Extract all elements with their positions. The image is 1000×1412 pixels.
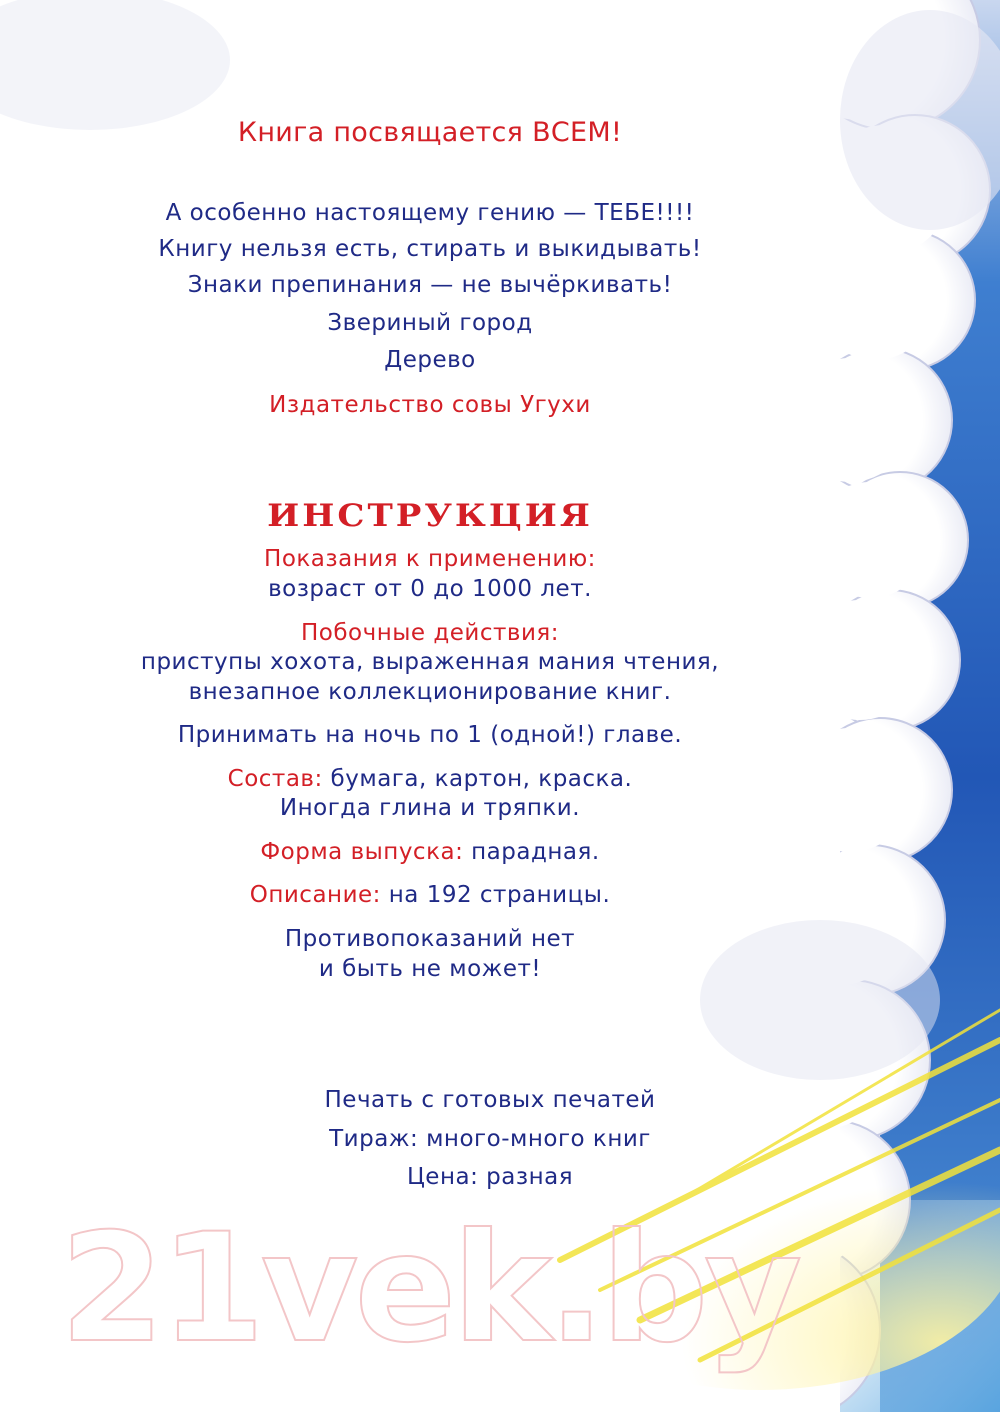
composition-value: бумага, картон, краска.	[322, 766, 633, 792]
dosage-text: Принимать на ночь по 1 (одной!) главе.	[177, 722, 683, 748]
description-value: на 192 страницы.	[380, 882, 611, 908]
contraindications-line: и быть не может!	[318, 956, 542, 982]
composition-line-2: Иногда глина и тряпки.	[279, 795, 581, 821]
indications-value: возраст от 0 до 1000 лет.	[268, 576, 592, 602]
publisher-name: Издательство совы Угухи	[269, 392, 591, 418]
side-effects-line: внезапное коллекционирование книг.	[188, 679, 672, 705]
form-value: парадная.	[463, 839, 600, 865]
dedication-line: Книгу нельзя есть, стирать и выкидывать!	[158, 236, 702, 262]
dedication-line: А особенно настоящему гению — ТЕБЕ!!!!	[165, 200, 695, 226]
imprint-circulation: Тираж: много-много книг	[329, 1126, 651, 1152]
form-label: Форма выпуска:	[260, 839, 464, 865]
contraindications-line: Противопоказаний нет	[284, 926, 576, 952]
composition-line	[0, 764, 860, 794]
imprint-price: Цена: разная	[406, 1164, 574, 1190]
indications-label: Показания к применению:	[264, 546, 596, 572]
composition-label: Состав:	[227, 766, 323, 792]
form-line	[0, 837, 860, 867]
side-effects-label: Побочные действия:	[300, 620, 559, 646]
instruction-heading: ИНСТРУКЦИЯ	[267, 497, 593, 535]
imprint-print: Печать с готовых печатей	[324, 1087, 656, 1113]
description-line	[0, 880, 860, 910]
dedication-line: Знаки препинания — не вычёркивать!	[187, 272, 673, 298]
dedication-line: Дерево	[384, 347, 476, 373]
dedication-line: Звериный город	[327, 310, 533, 336]
side-effects-line: приступы хохота, выраженная мания чтения,	[140, 649, 720, 675]
dedication-title: Книга посвящается ВСЕМ!	[237, 117, 623, 148]
watermark-text: 21vek.by	[60, 1202, 799, 1376]
description-label: Описание:	[249, 882, 381, 908]
